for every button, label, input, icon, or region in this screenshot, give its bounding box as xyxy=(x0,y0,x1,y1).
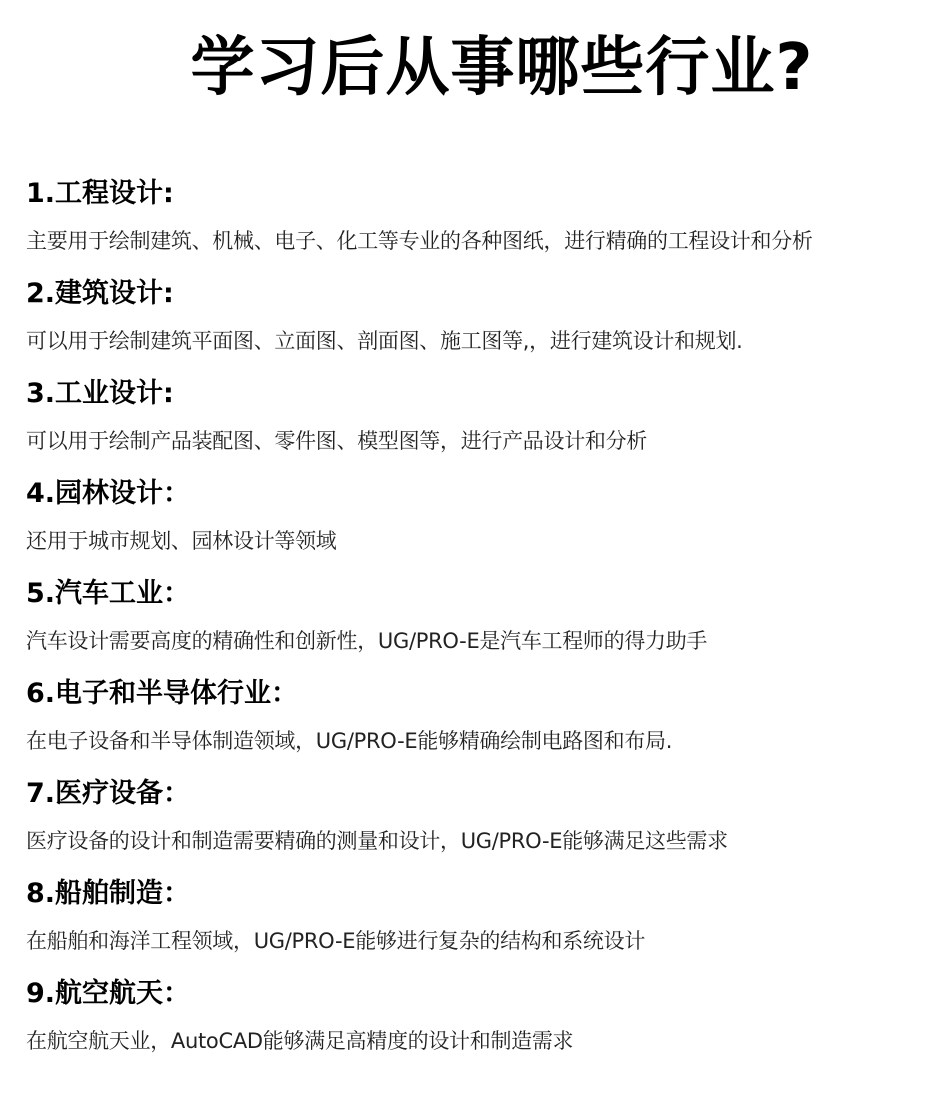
section-description: 主要用于绘制建筑、机械、电子、化工等专业的各种图纸，进行精确的工程设计和分析 xyxy=(26,229,813,253)
section-description: 汽车设计需要高度的精确性和创新性，UG/PRO-E是汽车工程师的得力助手 xyxy=(26,629,708,653)
industry-section xyxy=(26,873,936,973)
section-heading: 2.建筑设计: xyxy=(26,278,174,309)
section-heading: 5.汽车工业： xyxy=(26,578,191,609)
section-description: 在电子设备和半导体制造领域，UG/PRO-E能够精确绘制电路图和布局. xyxy=(26,729,673,753)
section-heading: 7.医疗设备： xyxy=(26,778,191,809)
section-description: 可以用于绘制产品装配图、零件图、模型图等，进行产品设计和分析 xyxy=(26,429,647,453)
section-description: 在船舶和海洋工程领域，UG/PRO-E能够进行复杂的结构和系统设计 xyxy=(26,929,646,953)
section-heading: 9.航空航天： xyxy=(26,978,191,1009)
industry-section xyxy=(26,273,936,373)
section-description: 还用于城市规划、园林设计等领域 xyxy=(26,529,337,553)
industry-section xyxy=(26,773,936,873)
industry-section xyxy=(26,373,936,473)
section-heading: 8.船舶制造： xyxy=(26,878,191,909)
section-heading: 3.工业设计: xyxy=(26,378,174,409)
section-heading: 6.电子和半导体行业： xyxy=(26,678,299,709)
industry-section xyxy=(26,673,936,773)
industry-section xyxy=(26,973,936,1073)
industry-section xyxy=(26,573,936,673)
section-description: 在航空航天业，AutoCAD能够满足高精度的设计和制造需求 xyxy=(26,1029,574,1053)
industry-list xyxy=(26,173,936,1073)
industry-section xyxy=(26,473,936,573)
industry-section xyxy=(26,173,936,273)
section-description: 可以用于绘制建筑平面图、立面图、剖面图、施工图等,，进行建筑设计和规划. xyxy=(26,329,743,353)
section-heading: 4.园林设计： xyxy=(26,478,191,509)
section-description: 医疗设备的设计和制造需要精确的测量和设计，UG/PRO-E能够满足这些需求 xyxy=(26,829,728,853)
page-title: 学习后从事哪些行业? xyxy=(190,31,814,105)
section-heading: 1.工程设计: xyxy=(26,178,174,209)
